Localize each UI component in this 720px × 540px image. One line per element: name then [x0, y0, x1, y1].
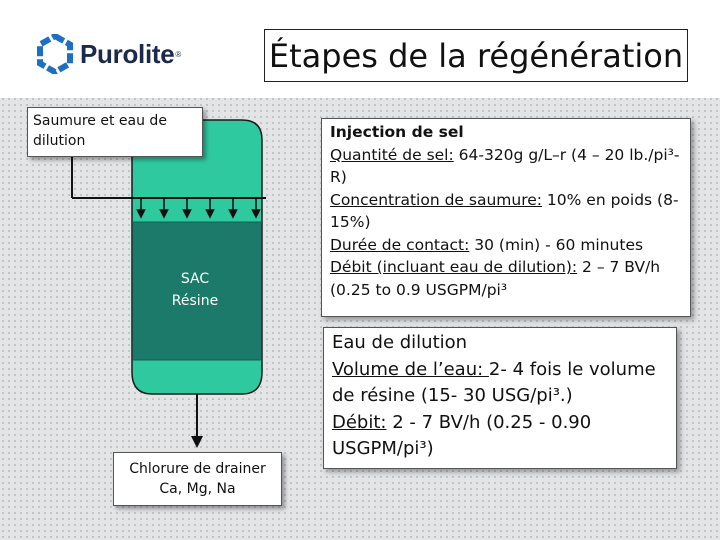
- outlet-label: [113, 452, 282, 506]
- salt-injection-heading: Injection de sel: [330, 123, 464, 141]
- resin-label-line1: SAC: [180, 271, 210, 287]
- contact-time-label: Durée de contact:: [330, 235, 470, 254]
- resin-label: [150, 268, 240, 312]
- brine-concentration-line: [330, 189, 682, 234]
- water-volume-line: [332, 357, 668, 410]
- dilution-water-heading: Eau de dilution: [332, 332, 468, 353]
- resin-label-line2: Résine: [171, 293, 219, 309]
- logo-text: Purolite: [80, 38, 175, 69]
- dilution-flow-label: Débit:: [332, 411, 387, 433]
- contact-time-value: 30 (min) - 60 minutes: [469, 235, 644, 254]
- flow-rate-label: Débit (incluant eau de dilution):: [330, 258, 578, 276]
- salt-quantity-line: [330, 144, 682, 189]
- salt-injection-box: [321, 118, 691, 317]
- water-volume-label: Volume de l’eau:: [332, 358, 489, 380]
- brine-concentration-label: Concentration de saumure:: [330, 190, 542, 209]
- inlet-label: Saumure et eau de dilution: [27, 107, 203, 157]
- dilution-flow-value: 2 - 7 BV/h (0.25 - 0.90 USGPM/pi³): [332, 411, 592, 459]
- salt-quantity-label: Quantité de sel:: [330, 145, 454, 164]
- salt-quantity-value: 64-320g g/L–r (4 – 20 lb./pi³-R): [330, 145, 680, 186]
- water-volume-value: 2- 4 fois le volume de résine (15- 30 USG/pi³.): [332, 358, 656, 406]
- flow-rate-value: 2 – 7 BV/h (0.25 to 0.9 USGPM/pi³: [330, 258, 661, 299]
- page-title: Étapes de la régénération: [268, 36, 684, 75]
- outlet-label-line2: Ca, Mg, Na: [159, 481, 236, 497]
- logo-registered-mark: ®: [175, 49, 182, 59]
- contact-time-line: [330, 234, 682, 257]
- outlet-label-line1: Chlorure de drainer: [129, 461, 266, 477]
- flow-rate-line: [330, 256, 682, 301]
- dilution-water-box: [323, 327, 677, 469]
- dilution-flow-line: [332, 410, 668, 463]
- brine-concentration-value: 10% en poids (8-15%): [330, 190, 679, 231]
